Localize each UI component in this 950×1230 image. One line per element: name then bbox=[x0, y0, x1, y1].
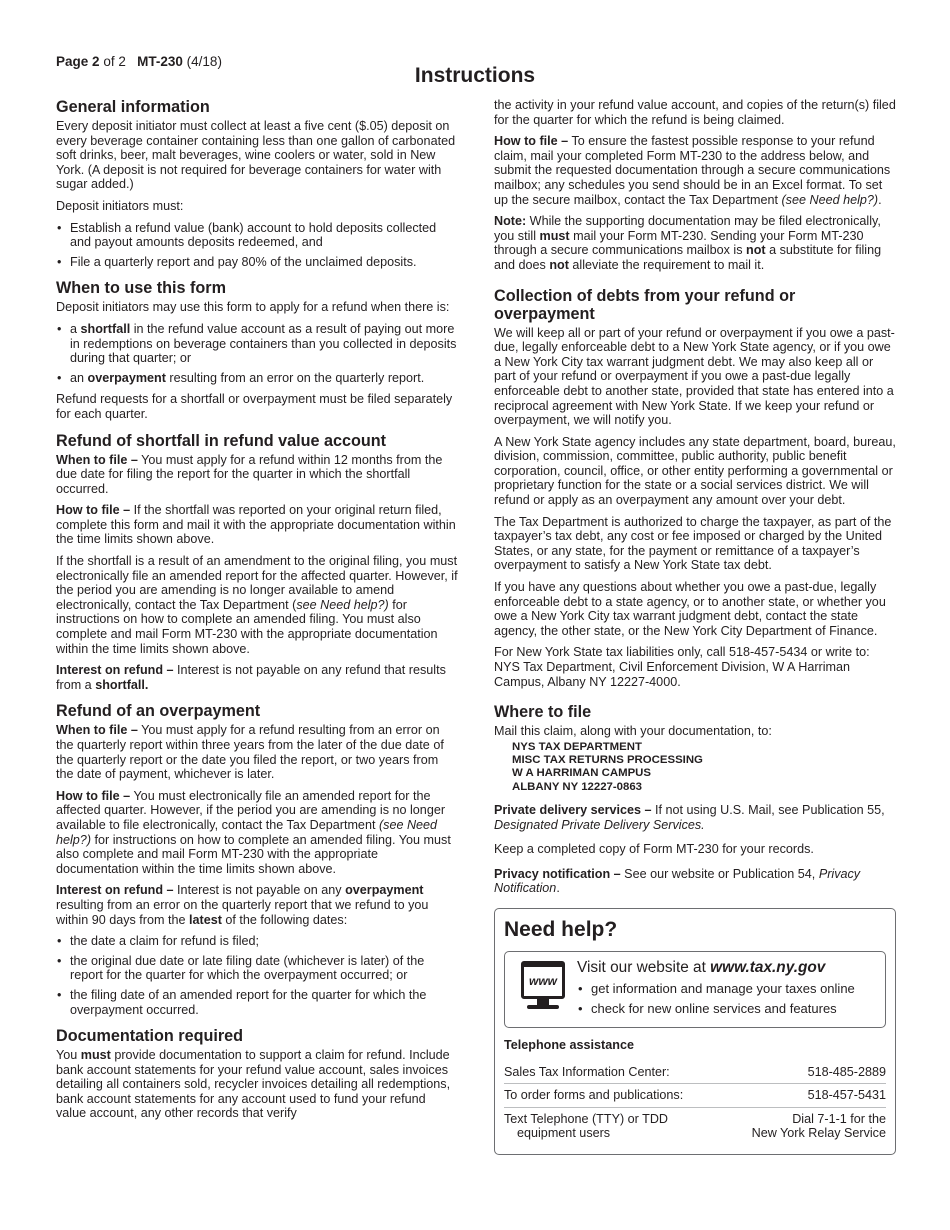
documentation-paragraph: You must provide documentation to support a claim for refund. Include bank account statements for your refund value account, sales invoices detailing all containers sold, recycler invoices detailing all redemptions, bank account statements for any account used to fund your refund value account, any other records that verify bbox=[56, 1048, 451, 1121]
debts-p1: We will keep all or part of your refund or overpayment if you owe a past-due, legally enforceable debt to a New York State agency, or if you owe a New York City tax warrant judgment debt. We may also keep all or part of your refund or overpayment if you owe a past-due legally enforceable debt to another state, provided that state has entered into a reciprocal agreement with New York State. If we keep your refund or overpayment, we will notify you. bbox=[494, 325, 895, 428]
website-text bbox=[577, 958, 877, 1021]
telephone-row bbox=[504, 1084, 886, 1108]
list-item: • check for new online services and features bbox=[577, 1001, 877, 1017]
debts-p3: The Tax Department is authorized to charge the taxpayer, as part of the taxpayer’s tax debt, any cost or fee imposed or charged by the United States, or any state, for the payment or remittance of a taxpayer’s overpayment to satisfy a New York State tax debt. bbox=[494, 514, 892, 573]
documentation-heading: Documentation required bbox=[56, 1027, 244, 1046]
right-column bbox=[494, 98, 896, 1155]
page-number: 2 bbox=[92, 54, 100, 69]
website-box bbox=[504, 951, 886, 1028]
list-item: • File a quarterly report and pay 80% of the unclaimed deposits. bbox=[56, 255, 458, 270]
debts-p2: A New York State agency includes any state department, board, bureau, division, commission, committee, public authority, public benefit corporation, council, office, or other entity performing a governmental or proprietary function for the state or a social services district. We will refund or apply as an overpayment any amount over your debt. bbox=[494, 434, 896, 508]
general-paragraph: Every deposit initiator must collect at least a five cent ($.05) deposit on every beverage container containing less than one gallon of carbonated soft drinks, beer, malt beverages, wine coolers or water, sold in New York. (A deposit is not required for beverage containers for water with sugar added.) bbox=[56, 119, 456, 192]
telephone-number: 518-485-2889 bbox=[807, 1064, 886, 1079]
page-total: of 2 bbox=[103, 54, 126, 69]
form-id: MT-230 bbox=[137, 54, 183, 69]
private-delivery: Private delivery services – If not using U.S. Mail, see Publication 55, Designated Private Delivery Services. bbox=[494, 802, 885, 832]
telephone-number: 518-457-5431 bbox=[807, 1088, 886, 1103]
shortfall-how: How to file – If the shortfall was reported on your original return filed, complete this form and mail it with the appropriate documentation within the time limits shown above. bbox=[56, 503, 456, 547]
list-item: • an overpayment resulting from an error on the quarterly report. bbox=[56, 371, 458, 386]
overpayment-interest: Interest on refund – Interest is not payable on any overpayment resulting from an error on the quarterly report that we refund to you within 90 days from the latest of the following dates: bbox=[56, 883, 429, 927]
documentation-continued: the activity in your refund value account, and copies of the return(s) filed for the quarter for which the refund is being claimed. bbox=[494, 98, 896, 127]
shortfall-interest: Interest on refund – Interest is not payable on any refund that results from a shortfall. bbox=[56, 663, 446, 692]
overpayment-heading: Refund of an overpayment bbox=[56, 702, 261, 721]
general-intro: Deposit initiators must: bbox=[56, 198, 184, 213]
privacy-notification: Privacy notification – See our website or Publication 54, Privacy Notification. bbox=[494, 866, 861, 896]
computer-www-icon bbox=[513, 958, 577, 1014]
debts-heading: Collection of debts from your refund or overpayment bbox=[494, 286, 796, 323]
telephone-row bbox=[504, 1061, 886, 1085]
shortfall-when: When to file – You must apply for a refund within 12 months from the due date for filing the report for the quarter in which the shortfall occurred. bbox=[56, 452, 443, 496]
when-use-heading: When to use this form bbox=[56, 279, 226, 298]
telephone-row-tty bbox=[504, 1108, 886, 1145]
where-heading: Where to file bbox=[494, 703, 592, 722]
telephone-label: Sales Tax Information Center: bbox=[504, 1064, 670, 1079]
address-line: MISC TAX RETURNS PROCESSING bbox=[512, 754, 703, 767]
form-date: (4/18) bbox=[186, 54, 222, 69]
page-title: Instructions bbox=[414, 64, 536, 87]
need-help-box bbox=[494, 908, 896, 1155]
mailing-address bbox=[512, 741, 896, 794]
overpayment-when: When to file – You must apply for a refund resulting from an error on the quarterly report within three years from the later of the due date of the quarterly report or the date you filed the report, or two years from the date of payment, whichever is later. bbox=[56, 723, 444, 782]
shortfall-amend: If the shortfall is a result of an amendment to the original filing, you must electronically file an amended report for the affected quarter. However, if the period you are amending is no longer available to amend electronically, contact the Tax Department (see Need help?) for instructions on how to complete an amended filing. You must also complete and mail Form MT-230 with the appropriate documentation within the time limits shown above. bbox=[56, 554, 458, 656]
telephone-number: Dial 7-1-1 for the New York Relay Service bbox=[751, 1111, 886, 1141]
list-item: • the original due date or late filing date (whichever is later) of the report for the quarter for which the overpayment occurred; or bbox=[56, 954, 458, 983]
list-item: • get information and manage your taxes online bbox=[577, 981, 877, 997]
telephone-heading: Telephone assistance bbox=[504, 1037, 634, 1052]
when-use-closing: Refund requests for a shortfall or overpayment must be filed separately for each quarter. bbox=[56, 392, 453, 421]
website-link[interactable]: www.tax.ny.gov bbox=[710, 958, 826, 976]
visit-label: Visit our website at bbox=[577, 958, 711, 976]
keep-copy: Keep a completed copy of Form MT-230 for your records. bbox=[494, 842, 814, 857]
overpayment-list bbox=[56, 934, 458, 1017]
general-list bbox=[56, 221, 458, 270]
telephone-label: To order forms and publications: bbox=[504, 1088, 684, 1103]
list-item: • the filing date of an amended report for the quarter for which the overpayment occurred. bbox=[56, 988, 458, 1017]
list-item: • the date a claim for refund is filed; bbox=[56, 934, 458, 949]
page-label: Page bbox=[56, 54, 89, 69]
left-column bbox=[56, 98, 458, 1128]
www-screen-label: www bbox=[521, 961, 565, 999]
telephone-label: Text Telephone (TTY) or TDD equipment users bbox=[504, 1111, 669, 1141]
shortfall-heading: Refund of shortfall in refund value account bbox=[56, 431, 387, 450]
address-line: NYS TAX DEPARTMENT bbox=[512, 740, 642, 753]
debts-p5: For New York State tax liabilities only, call 518-457-5434 or write to: NYS Tax Department, Civil Enforcement Division, W A Harriman Campus, Albany NY 12227-4000. bbox=[494, 645, 870, 689]
debts-p4: If you have any questions about whether you owe a past-due, legally enforceable debt to a state agency, or to another state, or whether you owe a New York City tax warrant judgment debt, contact the state agency, the other state, or the New York City Department of Finance. bbox=[494, 580, 886, 638]
overpayment-how: How to file – You must electronically file an amended report for the affected quarter. However, if the period you are amending is no longer available to file electronically, contact the Tax Department (see Need help?) for instructions on how to complete an amended filing. You must also complete and mail Form MT-230 with the appropriate documentation within the time limits shown above. bbox=[56, 788, 451, 876]
general-heading: General information bbox=[56, 98, 210, 116]
right-how-to-file: How to file – To ensure the fastest possible response to your refund claim, mail your completed Form MT-230 to the address below, and submit the requested documentation through a secure communications mailbox; any schedules you send should be in an Excel format. To set up the secure mailbox, contact the Tax Department (see Need help?). bbox=[494, 134, 891, 207]
when-use-list bbox=[56, 322, 458, 385]
list-item: • Establish a refund value (bank) account to hold deposits collected and payout amounts deposits redeemed, and bbox=[56, 221, 458, 250]
note-paragraph: Note: While the supporting documentation may be filed electronically, you still must mail your Form MT-230. Sending your Form MT-230 through a secure communications mailbox is not a substitute for filing and does not alleviate the requirement to mail it. bbox=[494, 214, 882, 272]
website-list bbox=[577, 981, 877, 1017]
list-item: • a shortfall in the refund value account as a result of paying out more in redemptions on beverage containers than you collected in deposits during that quarter; or bbox=[56, 322, 458, 366]
address-line: ALBANY NY 12227-0863 bbox=[512, 780, 643, 793]
address-line: W A HARRIMAN CAMPUS bbox=[512, 767, 651, 780]
when-use-intro: Deposit initiators may use this form to apply for a refund when there is: bbox=[56, 300, 450, 315]
need-help-title: Need help? bbox=[504, 917, 618, 941]
where-intro: Mail this claim, along with your documentation, to: bbox=[494, 724, 772, 739]
